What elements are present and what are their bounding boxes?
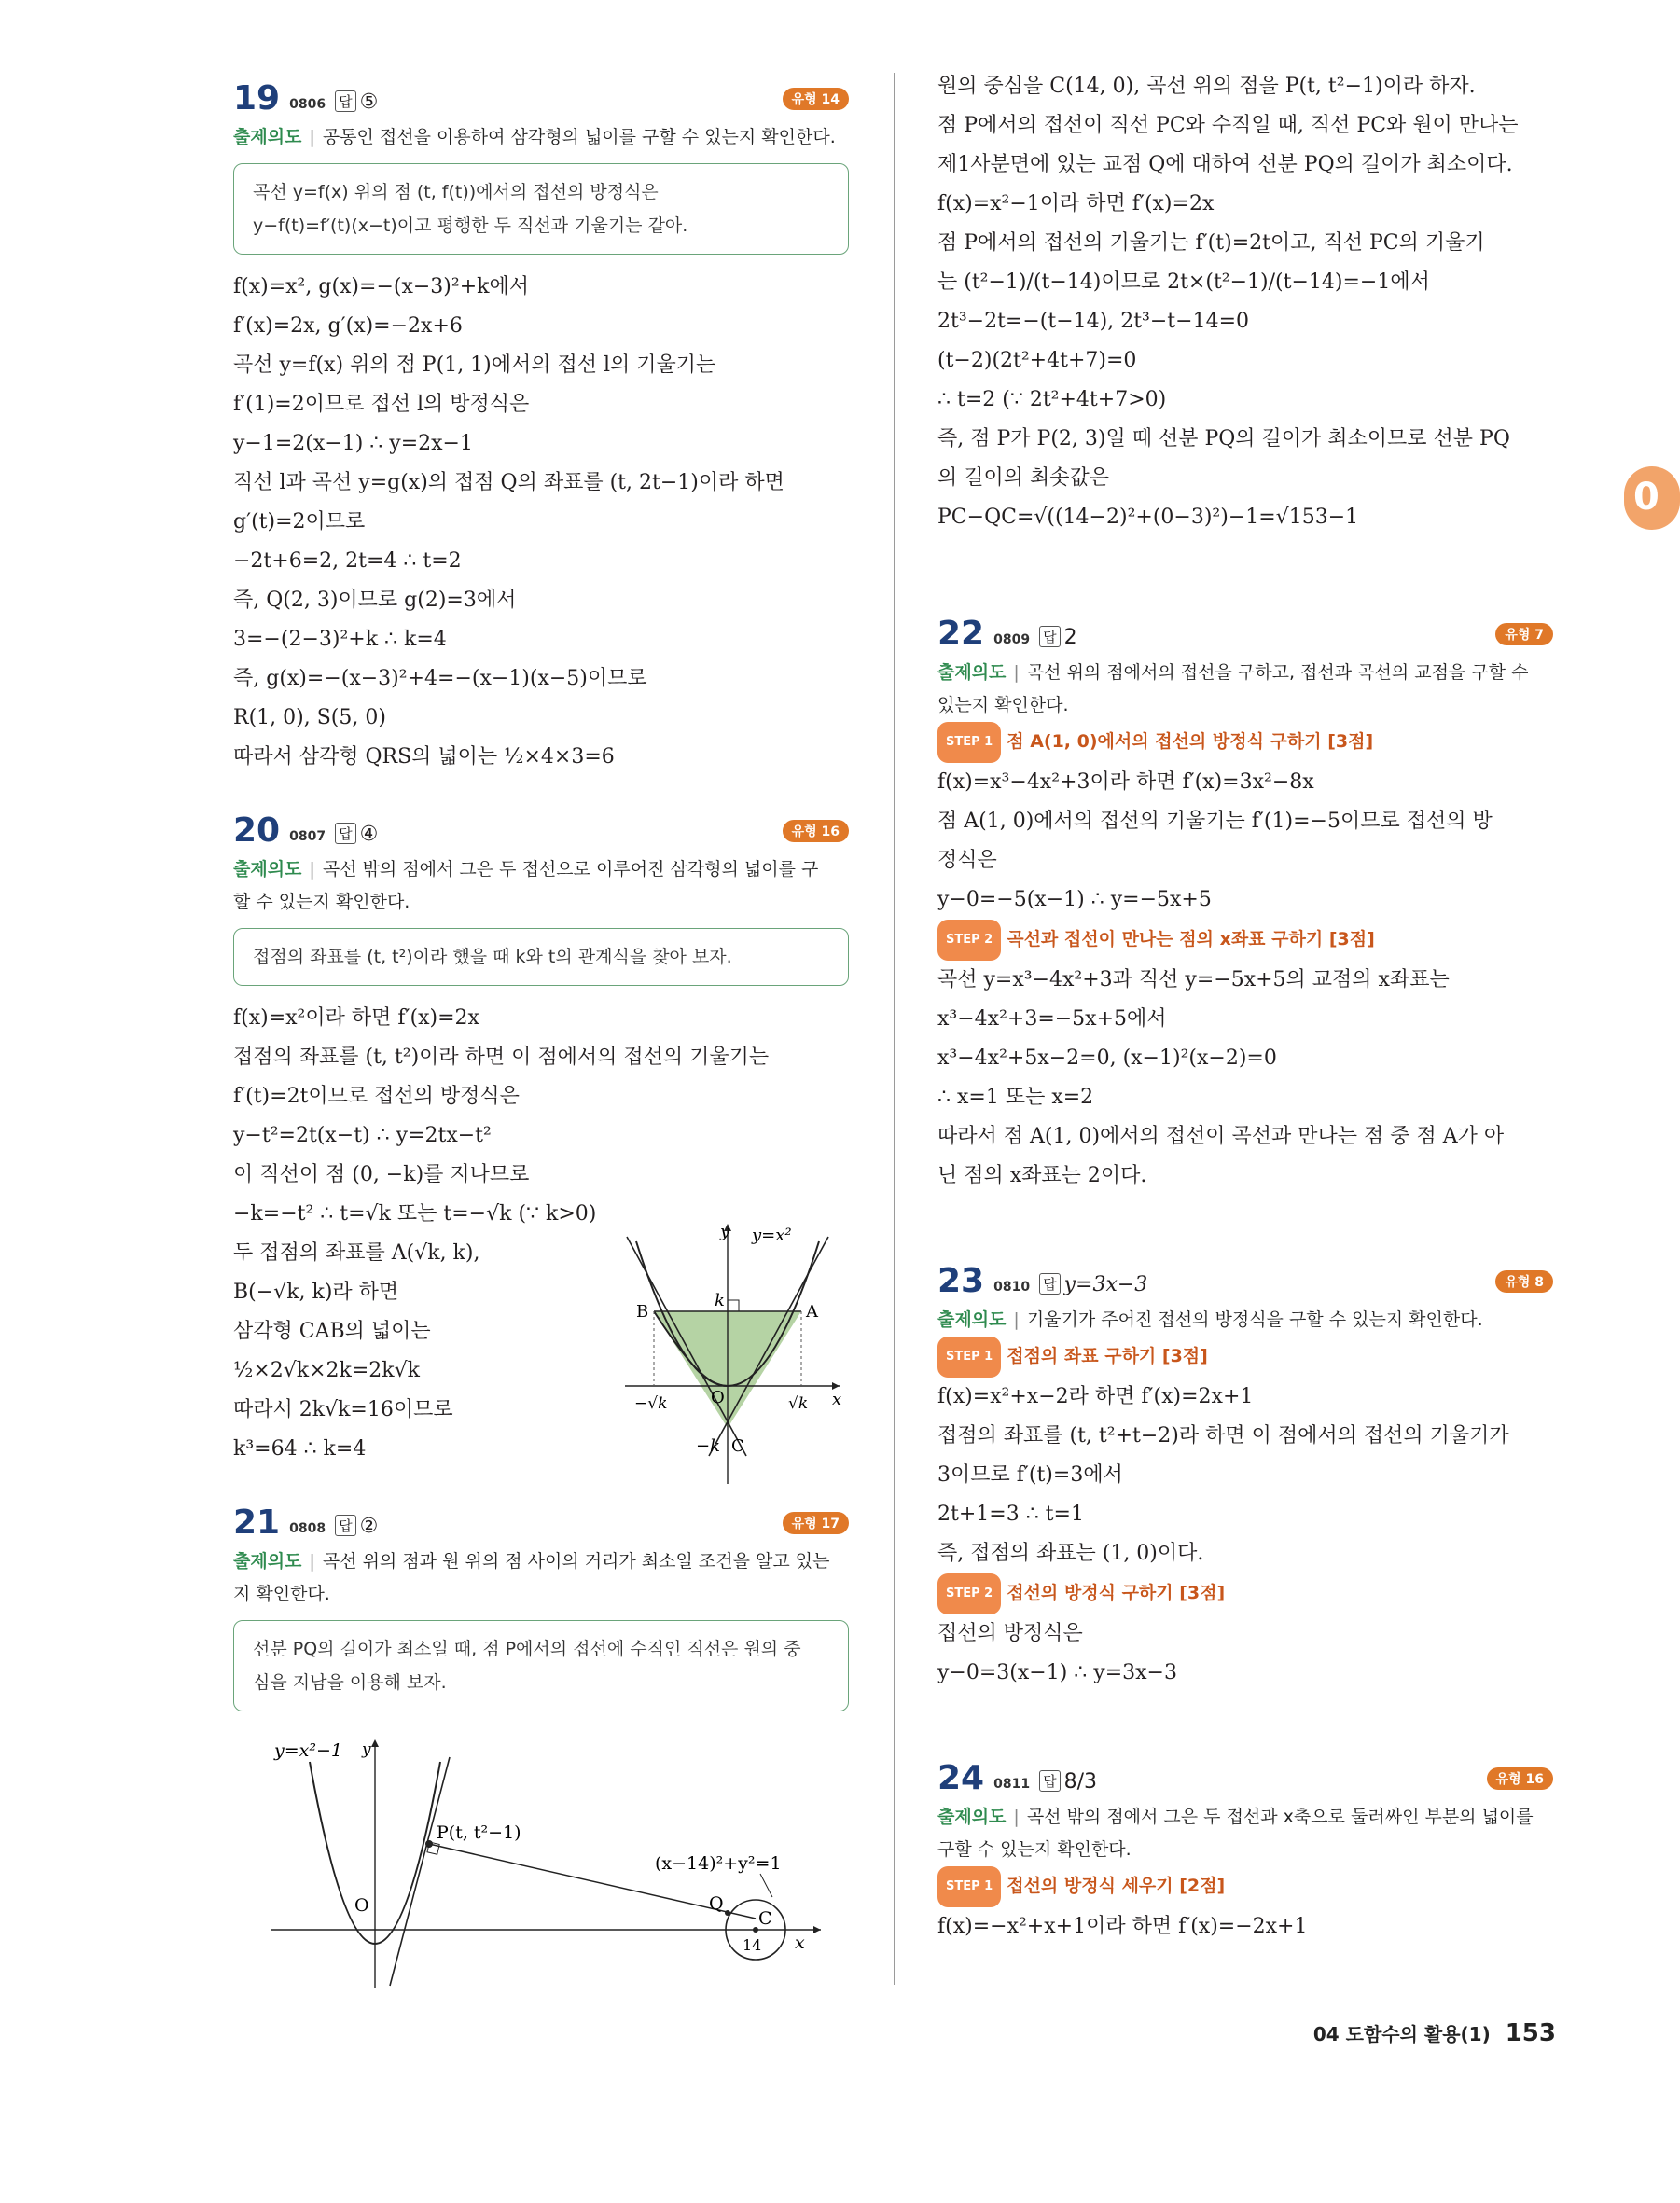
point-q-label: Q <box>709 1893 724 1914</box>
solution-line: B(−√k, k)라 하면 <box>233 1281 399 1304</box>
curve-label: y=x²−1 <box>274 1740 342 1761</box>
step-heading: STEP 2 곡선과 접선이 만나는 점의 x좌표 구하기 [3점] <box>937 920 1553 961</box>
column-divider <box>894 73 895 1985</box>
answer-icon: 답 <box>335 823 356 844</box>
solution-line: 즉, 접점의 좌표는 (1, 0)이다. <box>937 1542 1204 1565</box>
answer <box>335 90 378 114</box>
solution-line: f(x)=x²이라 하면 f′(x)=2x <box>233 1006 479 1030</box>
type-badge: 유형 7 <box>1495 623 1553 645</box>
question-code: 0809 <box>993 632 1031 647</box>
point-c-label: C <box>758 1908 772 1929</box>
solution-line: 즉, g(x)=−(x−3)²+4=−(x−1)(x−5)이므로 <box>233 667 647 690</box>
solution-line: 따라서 삼각형 QRS의 넓이는 ½×4×3=6 <box>233 745 615 769</box>
q19-header <box>233 73 849 116</box>
intent-label: 출제의도 <box>233 127 302 147</box>
solution-line: 접점의 좌표를 (t, t²+t−2)라 하면 이 점에서의 접선의 기울기가 <box>937 1424 1509 1448</box>
solution-line: x³−4x²+5x−2=0, (x−1)²(x−2)=0 <box>937 1046 1277 1070</box>
solution-line: −2t+6=2, 2t=4 ∴ t=2 <box>233 549 462 573</box>
answer-value: ④ <box>359 823 379 846</box>
type-badge: 유형 14 <box>783 88 849 110</box>
solution-line: y−0=3(x−1) ∴ y=3x−3 <box>937 1661 1177 1684</box>
solution-line: (t−2)(2t²+4t+7)=0 <box>937 349 1137 372</box>
hint-line: y−f(t)=f′(t)(x−t)이고 평행한 두 직선과 기울기는 같아. <box>253 215 688 236</box>
intent-label: 출제의도 <box>233 859 302 880</box>
solution-line: 점 A(1, 0)에서의 접선의 기울기는 f′(1)=−5이므로 접선의 방 <box>937 810 1493 833</box>
hint-line: 선분 PQ의 길이가 최소일 때, 점 P에서의 접선에 수직인 직선은 원의 중 <box>253 1639 801 1659</box>
intent-label: 출제의도 <box>937 1807 1007 1827</box>
answer <box>1039 1770 1097 1794</box>
solution-line: 점 P에서의 접선이 직선 PC와 수직일 때, 직선 PC와 원이 만나는 <box>937 114 1519 137</box>
point-c-label: C <box>731 1436 744 1456</box>
answer <box>335 823 378 846</box>
solution-line: 3=−(2−3)²+k ∴ k=4 <box>233 628 447 651</box>
question-code: 0806 <box>289 97 326 112</box>
solution-line: 두 접점의 좌표를 A(√k, k), <box>233 1241 480 1265</box>
type-badge: 유형 17 <box>783 1512 849 1534</box>
x-axis-label: x <box>795 1933 805 1953</box>
step-heading: STEP 2 접선의 방정식 구하기 [3점] <box>937 1573 1553 1614</box>
solution-line: 닌 점의 x좌표는 2이다. <box>937 1164 1147 1187</box>
solution-line: 즉, Q(2, 3)이므로 g(2)=3에서 <box>233 589 517 612</box>
question-code: 0810 <box>993 1280 1031 1295</box>
answer-value: y=3x−3 <box>1063 1273 1148 1296</box>
tangent-line <box>390 1757 450 1986</box>
q19-intent: 출제의도 | 공통인 접선을 이용하여 삼각형의 넓이를 구할 수 있는지 확인한다. <box>233 127 836 147</box>
x-axis-label: x <box>832 1390 842 1409</box>
solution-line: f(x)=−x²+x+1이라 하면 f′(x)=−2x+1 <box>937 1915 1308 1938</box>
answer-value: 8/3 <box>1063 1770 1097 1794</box>
hint-line: 심을 지남을 이용해 보자. <box>253 1672 447 1693</box>
intent-text: 구할 수 있는지 확인한다. <box>937 1839 1132 1860</box>
q22-intent: 출제의도 | 곡선 위의 점에서의 접선을 구하고, 접선과 곡선의 교점을 구할 수 있는지 확인한다. <box>937 662 1529 715</box>
hint-line: 곡선 y=f(x) 위의 점 (t, f(t))에서의 접선의 방정식은 <box>253 182 659 202</box>
type-badge: 유형 16 <box>783 820 849 842</box>
solution-line: ½×2√k×2k=2k√k <box>233 1359 420 1382</box>
step-heading: STEP 1 점 A(1, 0)에서의 접선의 방정식 구하기 [3점] <box>937 722 1553 763</box>
origin-label: O <box>354 1895 369 1916</box>
step-pill: STEP 2 <box>937 1573 1001 1614</box>
q21-solution <box>937 67 1553 537</box>
solution-line: 원의 중심을 C(14, 0), 곡선 위의 점을 P(t, t²−1)이라 하자. <box>937 75 1476 98</box>
intent-text: 곡선 위의 점과 원 위의 점 사이의 거리가 최소일 조건을 알고 있는 <box>322 1551 830 1572</box>
solution-line: 3이므로 f′(t)=3에서 <box>937 1463 1123 1487</box>
solution-line: ∴ t=2 (∵ 2t²+4t+7>0) <box>937 388 1167 411</box>
curve-label: y=x² <box>752 1226 792 1245</box>
solution-line: 이 직선이 점 (0, −k)를 지나므로 <box>233 1163 530 1186</box>
q20-header <box>233 805 849 848</box>
q20-intent: 출제의도 | 곡선 밖의 점에서 그은 두 접선으로 이루어진 삼각형의 넓이를 구 할 수 있는지 확인한다. <box>233 859 819 912</box>
intent-text: 공통인 접선을 이용하여 삼각형의 넓이를 구할 수 있는지 확인한다. <box>322 127 836 147</box>
solution-line: 접선의 방정식은 <box>937 1622 1083 1645</box>
y-axis-label: y <box>720 1222 730 1241</box>
intent-text: 기울기가 주어진 접선의 방정식을 구할 수 있는지 확인한다. <box>1026 1309 1483 1330</box>
solution-line: f′(t)=2t이므로 접선의 방정식은 <box>233 1085 520 1108</box>
hint-line: 접점의 좌표를 (t, t²)이라 했을 때 k와 t의 관계식을 찾아 보자. <box>253 947 732 967</box>
solution-line: 는 (t²−1)/(t−14)이므로 2t×(t²−1)/(t−14)=−1에서 <box>937 270 1430 294</box>
solution-line: y−0=−5(x−1) ∴ y=−5x+5 <box>937 888 1212 911</box>
step-pill: STEP 2 <box>937 920 1001 961</box>
solution-line: f(x)=x², g(x)=−(x−3)²+k에서 <box>233 275 529 298</box>
sqrt-k-label: √k <box>788 1394 809 1413</box>
q21-header <box>233 1497 849 1540</box>
solution-line: 곡선 y=f(x) 위의 점 P(1, 1)에서의 접선 l의 기울기는 <box>233 353 716 377</box>
answer <box>1039 1273 1147 1296</box>
solution-line: 즉, 점 P가 P(2, 3)일 때 선분 PQ의 길이가 최소이므로 선분 PQ <box>937 427 1510 450</box>
chapter-edge-tab: 0 <box>1624 466 1680 530</box>
q23-header <box>937 1255 1553 1298</box>
solution-line: f(x)=x³−4x²+3이라 하면 f′(x)=3x²−8x <box>937 770 1314 794</box>
q20-figure <box>616 1218 849 1493</box>
q23-intent: 출제의도 | 기울기가 주어진 접선의 방정식을 구할 수 있는지 확인한다. <box>937 1309 1483 1330</box>
solution-line: y−1=2(x−1) ∴ y=2x−1 <box>233 432 473 455</box>
q19-hint-box <box>233 163 849 255</box>
right-column <box>937 67 1553 1947</box>
solution-line: 접점의 좌표를 (t, t²)이라 하면 이 점에서의 접선의 기울기는 <box>233 1046 770 1069</box>
solution-line: x³−4x²+3=−5x+5에서 <box>937 1007 1167 1031</box>
step-pill: STEP 1 <box>937 722 1001 763</box>
solution-line: 삼각형 CAB의 넓이는 <box>233 1320 431 1343</box>
intent-text: 있는지 확인한다. <box>937 695 1069 715</box>
solution-line: 제1사분면에 있는 교점 Q에 대하여 선분 PQ의 길이가 최소이다. <box>937 153 1513 176</box>
q24-header <box>937 1753 1553 1795</box>
solution-line: 직선 l과 곡선 y=g(x)의 접점 Q의 좌표를 (t, 2t−1)이라 하면 <box>233 471 784 494</box>
intent-text: 곡선 밖의 점에서 그은 두 접선과 x축으로 둘러싸인 부분의 넓이를 <box>1026 1807 1534 1827</box>
intent-label: 출제의도 <box>937 1309 1007 1330</box>
solution-line: 따라서 점 A(1, 0)에서의 접선이 곡선과 만나는 점 중 점 A가 아 <box>937 1125 1505 1148</box>
question-code: 0807 <box>289 829 326 844</box>
page-footer <box>1313 2019 1556 2047</box>
solution-line: f′(1)=2이므로 접선 l의 방정식은 <box>233 393 530 416</box>
question-number: 22 <box>937 615 985 653</box>
question-number: 20 <box>233 811 281 850</box>
question-number: 19 <box>233 79 281 118</box>
solution-line: R(1, 0), S(5, 0) <box>233 706 386 729</box>
answer-value: ⑤ <box>359 90 379 114</box>
neg-sqrt-k-label: −√k <box>634 1394 668 1413</box>
q20-hint-box <box>233 928 849 986</box>
answer-icon: 답 <box>335 1515 356 1536</box>
q21-hint-box <box>233 1620 849 1711</box>
solution-line: −k=−t² ∴ t=√k 또는 t=−√k (∵ k>0) <box>233 1202 597 1226</box>
answer-icon: 답 <box>1039 1770 1061 1792</box>
solution-line: f(x)=x²+x−2라 하면 f′(x)=2x+1 <box>937 1385 1254 1408</box>
type-badge: 유형 8 <box>1495 1270 1553 1293</box>
intent-text: 지 확인한다. <box>233 1584 330 1604</box>
q24-intent: 출제의도 | 곡선 밖의 점에서 그은 두 접선과 x축으로 둘러싸인 부분의 넓이를 구할 수 있는지 확인한다. <box>937 1807 1534 1860</box>
intent-label: 출제의도 <box>233 1551 302 1572</box>
chapter-title: 04 도함수의 활용(1) <box>1312 2023 1491 2045</box>
question-number: 24 <box>937 1759 985 1797</box>
step-pill: STEP 1 <box>937 1337 1001 1378</box>
intent-text: 곡선 위의 점에서의 접선을 구하고, 접선과 곡선의 교점을 구할 수 <box>1026 662 1529 683</box>
point-a-label: A <box>806 1302 818 1322</box>
q19-solution <box>233 268 849 777</box>
question-number: 21 <box>233 1503 281 1542</box>
step-heading: STEP 1 접점의 좌표 구하기 [3점] <box>937 1337 1553 1378</box>
answer-icon: 답 <box>1039 626 1061 647</box>
q21-figure <box>233 1734 849 1995</box>
origin-label: O <box>711 1388 725 1407</box>
neg-k-label: −k <box>696 1436 720 1456</box>
answer <box>1039 626 1077 649</box>
solution-line: 점 P에서의 접선의 기울기는 f′(t)=2t이고, 직선 PC의 기울기 <box>937 231 1485 255</box>
solution-line: 2t+1=3 ∴ t=1 <box>937 1503 1084 1526</box>
point-p-label: P(t, t²−1) <box>437 1822 521 1843</box>
solution-line: 의 길이의 최솟값은 <box>937 466 1110 490</box>
answer-icon: 답 <box>335 90 356 112</box>
solution-line: PC−QC=√((14−2)²+(0−3)²)−1=√153−1 <box>937 506 1359 529</box>
q22-header <box>937 608 1553 651</box>
step-pill: STEP 1 <box>937 1866 1001 1907</box>
intent-text: 할 수 있는지 확인한다. <box>233 892 410 912</box>
answer-icon: 답 <box>1039 1273 1061 1295</box>
answer-value: 2 <box>1063 626 1077 649</box>
y-axis-label: y <box>362 1740 371 1759</box>
solution-line: 정식은 <box>937 849 997 872</box>
question-number: 23 <box>937 1262 985 1300</box>
intent-label: 출제의도 <box>937 662 1007 683</box>
solution-line: ∴ x=1 또는 x=2 <box>937 1086 1094 1109</box>
answer <box>335 1515 378 1538</box>
solution-line: f′(x)=2x, g′(x)=−2x+6 <box>233 314 463 338</box>
solution-line: 곡선 y=x³−4x²+3과 직선 y=−5x+5의 교점의 x좌표는 <box>937 968 1450 991</box>
q20-solution <box>233 999 849 1469</box>
point-b-label: B <box>636 1302 649 1322</box>
question-code: 0811 <box>993 1777 1031 1792</box>
tick-14-label: 14 <box>743 1936 762 1954</box>
solution-line: y−t²=2t(x−t) ∴ y=2tx−t² <box>233 1124 492 1147</box>
left-column <box>233 73 849 1999</box>
q21-intent: 출제의도 | 곡선 위의 점과 원 위의 점 사이의 거리가 최소일 조건을 알고 있는 지 확인한다. <box>233 1551 830 1604</box>
solution-line: g′(t)=2이므로 <box>233 510 366 533</box>
question-code: 0808 <box>289 1521 326 1536</box>
solution-line: 따라서 2k√k=16이므로 <box>233 1398 453 1421</box>
solution-line: f(x)=x²−1이라 하면 f′(x)=2x <box>937 192 1215 215</box>
circle-equation-label: (x−14)²+y²=1 <box>655 1853 782 1874</box>
solution-line: k³=64 ∴ k=4 <box>233 1437 367 1461</box>
type-badge: 유형 16 <box>1487 1767 1553 1790</box>
intent-text: 곡선 밖의 점에서 그은 두 접선으로 이루어진 삼각형의 넓이를 구 <box>322 859 819 880</box>
page-number: 153 <box>1505 2019 1556 2047</box>
answer-value: ② <box>359 1515 379 1538</box>
step-heading: STEP 1 접선의 방정식 세우기 [2점] <box>937 1866 1553 1907</box>
point-q <box>725 1910 730 1916</box>
solution-line: 2t³−2t=−(t−14), 2t³−t−14=0 <box>937 310 1250 333</box>
k-label: k <box>715 1291 725 1310</box>
